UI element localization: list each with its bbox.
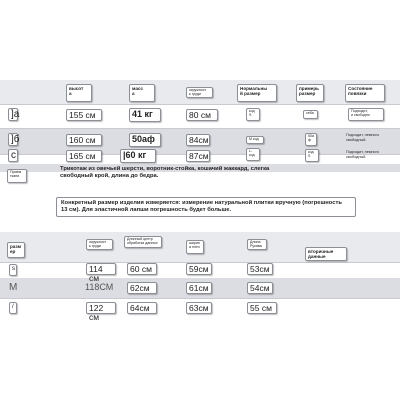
cell-height: 155 см (66, 109, 102, 121)
row-label: / (9, 302, 17, 314)
cell-normal-size: код S (246, 108, 260, 121)
cell-bandage: Подходит, немного свободный. (346, 133, 380, 142)
cell-weight: 41 кг (129, 108, 161, 122)
table1-divider (0, 104, 400, 105)
cell-shoulder: 64см (127, 302, 157, 314)
material-text: Трикотаж из овечьей шерсти, воротник-стойка, кошачий жаккард, слегка свободный крой, длина до бедра. (60, 166, 270, 180)
cell-fit-size: себя (303, 110, 318, 119)
cell-bandage: Подходит, и свободно (348, 108, 384, 121)
cell-weight: 50аф (129, 133, 161, 147)
table2-divider (0, 298, 400, 299)
header-weight: масс а (129, 84, 155, 102)
row-label: ]a (8, 108, 18, 121)
header-secondary: вторичные данные (305, 247, 347, 261)
cell-shoulder: 60 см (127, 263, 157, 275)
cell-fit-size: 50а ф (305, 133, 317, 146)
header-shoulder: Длинный центр обработки данных (124, 236, 162, 248)
header-normal-size: Нормальны й размер (237, 84, 277, 102)
header-height: высот а (66, 84, 92, 102)
cell-normal-size: L- код (246, 148, 260, 161)
cell-chest: 84см (186, 134, 210, 146)
cell-normal-size: М код (246, 136, 264, 144)
table1-divider (0, 128, 400, 129)
cell-sleeve: 61см (186, 282, 212, 294)
header-bandage: Состояние повязки (345, 84, 385, 102)
material-label: Прием ткани (7, 169, 27, 183)
row-label: с (8, 149, 18, 162)
header-sleeve: ширин а плеч (186, 240, 204, 254)
cell-shoulder: 62см (127, 282, 157, 294)
cell-height: 160 см (66, 134, 102, 146)
cell-sleeve: 63см (186, 302, 212, 314)
header-chest: окружност ь груди (186, 87, 213, 98)
header-chest: окружност ь груди (86, 239, 113, 250)
cell-bandage: Подходит, немного свободный (346, 150, 380, 159)
cell-weight: |60 кг (120, 149, 156, 163)
header-fit-size: примерь размер (296, 84, 324, 102)
row-label: s (9, 264, 17, 276)
cell-height: 165 см (66, 150, 102, 162)
header-size: разм ер (7, 242, 25, 258)
cell-fit-size: код S (305, 149, 319, 162)
row-label: M (9, 282, 18, 293)
row-label: ]б (8, 133, 18, 146)
cell-chest: 87см (186, 150, 210, 162)
cell-chest: 118СМ (85, 282, 114, 292)
measurement-note: Конкретный размер изделия измеряется: измерение натуральной плитки вручную (погрешность 13 см). Для эластичной лапши погрешность будет больше. (56, 197, 356, 217)
cell-chest: 114 см (86, 263, 116, 275)
cell-sleeve: 59см (186, 263, 212, 275)
cell-length: 54см (247, 282, 273, 294)
cell-chest: 122 см (86, 302, 116, 314)
cell-chest: 80 см (186, 109, 218, 121)
cell-length: 55 см (247, 302, 277, 314)
cell-length: 53см (247, 263, 273, 275)
header-length: Длина Рукава (247, 239, 267, 250)
